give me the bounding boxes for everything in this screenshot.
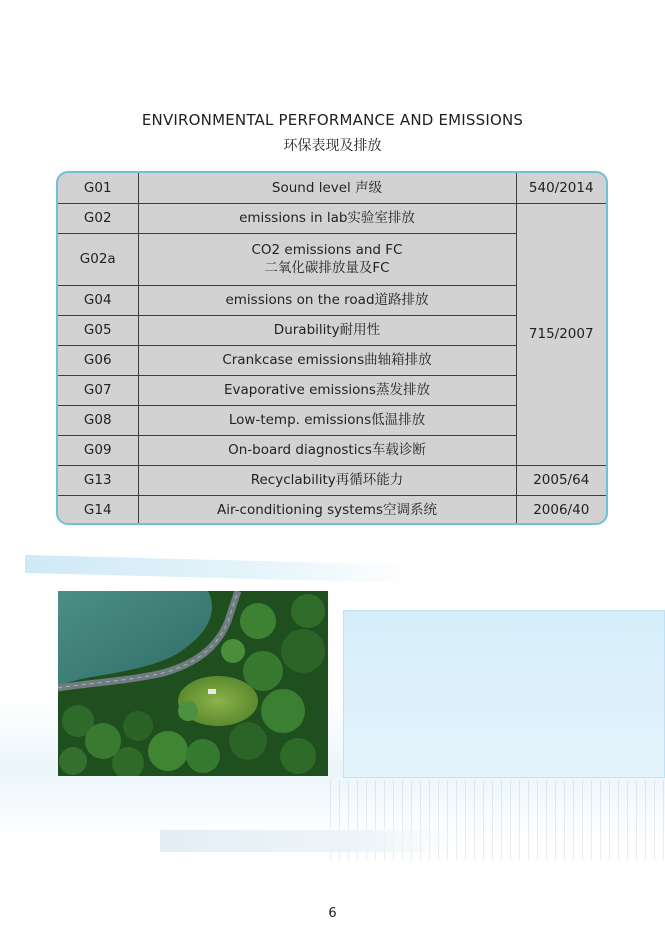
item-cell <box>138 233 516 285</box>
ref-cell: 540/2014 <box>516 173 606 203</box>
item-cell: Low-temp. emissions低温排放 <box>138 405 516 435</box>
ref-cell: 2006/40 <box>516 495 606 525</box>
code-cell: G05 <box>58 315 138 345</box>
item-line: CO2 emissions and FC <box>251 241 403 258</box>
standards-table-container <box>56 171 608 525</box>
code-cell: G14 <box>58 495 138 525</box>
item-cell: Durability耐用性 <box>138 315 516 345</box>
item-cell: emissions on the road道路排放 <box>138 285 516 315</box>
table-row <box>58 173 606 203</box>
item-cell: Recyclability再循环能力 <box>138 465 516 495</box>
code-cell: G02a <box>58 233 138 285</box>
code-cell: G01 <box>58 173 138 203</box>
decorative-stripe <box>25 555 415 583</box>
item-cell: Sound level 声级 <box>138 173 516 203</box>
decorative-blue-panel <box>343 610 665 778</box>
standards-table <box>58 173 606 525</box>
item-cell: On-board diagnostics车载诊断 <box>138 435 516 465</box>
ref-cell: 2005/64 <box>516 465 606 495</box>
code-cell: G04 <box>58 285 138 315</box>
ref-cell: 715/2007 <box>516 203 606 465</box>
code-cell: G06 <box>58 345 138 375</box>
item-cell: emissions in lab实验室排放 <box>138 203 516 233</box>
item-cell: Air-conditioning systems空调系统 <box>138 495 516 525</box>
code-cell: G02 <box>58 203 138 233</box>
page-title: ENVIRONMENTAL PERFORMANCE AND EMISSIONS <box>141 111 524 129</box>
table-row <box>58 465 606 495</box>
page-subtitle: 环保表现及排放 <box>283 138 382 154</box>
code-cell: G08 <box>58 405 138 435</box>
code-cell: G07 <box>58 375 138 405</box>
code-cell: G13 <box>58 465 138 495</box>
item-cell: Crankcase emissions曲轴箱排放 <box>138 345 516 375</box>
item-line: 二氧化碳排放量及FC <box>264 260 390 276</box>
aerial-forest-road-photo <box>58 591 328 776</box>
table-row <box>58 495 606 525</box>
item-cell: Evaporative emissions蒸发排放 <box>138 375 516 405</box>
decorative-stripe <box>160 830 460 852</box>
table-row <box>58 203 606 233</box>
code-cell: G09 <box>58 435 138 465</box>
page-number: 6 <box>328 906 337 921</box>
